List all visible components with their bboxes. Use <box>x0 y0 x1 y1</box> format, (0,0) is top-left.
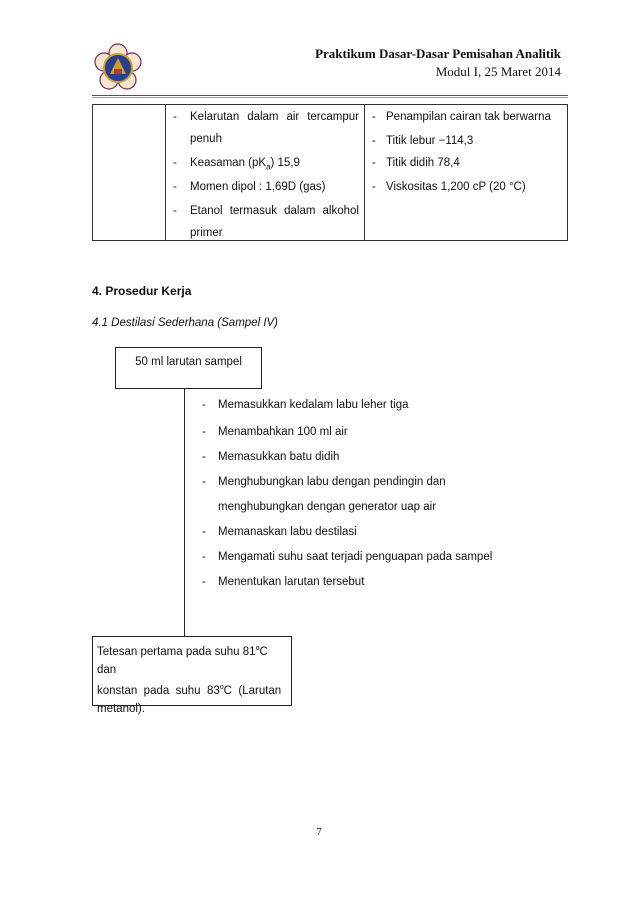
table-cell-properties-b: - Penampilan cairan tak berwarna - Titik lebur −114,3 - Titik didih 78,4 - Viskositas 1,200 cP (20 °C) <box>372 111 551 193</box>
flow-result-box: Tetesan pertama pada suhu 81$^o$C dan konstan pada suhu 83$^o$C (Larutan metanol). <box>92 636 292 706</box>
table-column-divider <box>165 104 166 241</box>
page-number: 7 <box>316 826 322 838</box>
university-logo-icon <box>92 42 144 94</box>
section-title: 4. Prosedur Kerja <box>92 284 192 298</box>
flow-start-box: 50 ml larutan sampel <box>115 347 262 389</box>
subsection-title: 4.1 Destilasi Sederhana (Sampel IV) <box>92 317 279 329</box>
table-column-divider <box>364 104 365 241</box>
header-divider-thin <box>92 97 568 98</box>
table-row: primer <box>190 227 223 239</box>
table-row: penuh <box>190 133 222 145</box>
header-divider <box>92 95 568 96</box>
flow-connector-line <box>184 389 185 636</box>
table-cell-properties-a: - Kelarutan dalam air tercampur penuh - Keasaman $(pK_a)$ 15,9 - Momen dipol : 1,69D (gas) - Etanol termasuk dalam alkohol primer <box>173 105 359 237</box>
header-subtitle: Modul I, 25 Maret 2014 <box>435 64 561 79</box>
header-title: Praktikum Dasar-Dasar Pemisahan Analitik <box>315 46 561 61</box>
